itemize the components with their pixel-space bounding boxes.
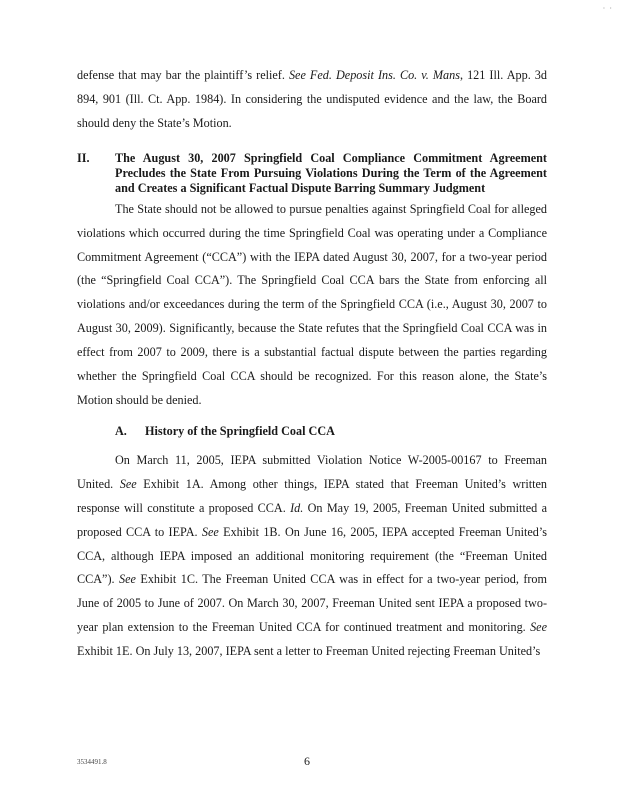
signal-see-2: See [201, 524, 219, 539]
subsection-letter: A. [115, 423, 127, 438]
corner-mark: · · [602, 4, 613, 13]
section-heading [77, 151, 547, 196]
section-number: II. [77, 150, 90, 165]
history-text-4: Exhibit 1B. On June 16, 2005, IEPA accepted Freeman United’s CCA, although IEPA imposed an additional monitoring requirement (the “Freeman United CCA”). [77, 524, 547, 587]
signal-see-1: See [119, 476, 137, 491]
continuation-text-1: defense that may bar the plaintiff’s relief. [77, 68, 289, 82]
history-text-5: Exhibit 1C. The Freeman United CCA was in effect for a two-year period, from June of 2005 to June of 2007. On March 30, 2007, Freeman United sent IEPA a proposed two-year plan extension to the Freeman United CCA for continued treatment and monitoring. [77, 572, 548, 635]
subsection-title: History of the Springfield Coal CCA [145, 423, 335, 438]
signal-see-3: See [119, 572, 136, 587]
continuation-text-2: , 121 Ill. App. 3d 894, 901 (Ill. Ct. App. 1984). In considering the undisputed evidence and the law, the Board should deny the State’s Motion. [77, 68, 547, 130]
signal-see-4: See [530, 620, 547, 635]
footer-page-number: 6 [304, 754, 310, 768]
footer-document-id: 3534491.8 [77, 758, 107, 766]
history-text-3: On May 19, 2005, Freeman United submitted a proposed CCA to IEPA. [77, 500, 548, 539]
history-text-1: On March 11, 2005, IEPA submitted Violation Notice W-2005-00167 to Freeman United. [77, 452, 547, 491]
history-text-6: Exhibit 1E. On July 13, 2007, IEPA sent a letter to Freeman United rejecting Freeman United’s [77, 644, 541, 659]
history-paragraph [77, 449, 547, 664]
document-page [77, 64, 547, 664]
history-text-2: Exhibit 1A. Among other things, IEPA stated that Freeman United’s written response will constitute a proposed CCA. [77, 476, 548, 515]
continuation-paragraph [77, 64, 547, 136]
subsection-heading [115, 419, 547, 443]
signal-id: Id. [290, 500, 304, 515]
section-paragraph: The State should not be allowed to pursue penalties against Springfield Coal for alleged violations which occurred during the time Springfield Coal was operating under a Compliance Commitment Agreement (“CCA”) with the IEPA dated August 30, 2007, for a two-year period (the “Springfield Coal CCA”). The Springfield Coal CCA bars the State from enforcing all violations and/or exceedances during the term of the Springfield CCA (i.e., August 30, 2007 to August 30, 2009). Significantly, because the State refutes that the Springfield Coal CCA was in effect from 2007 to 2009, there is a substantial factual dispute between the parties regarding whether the Springfield Coal CCA should be recognized. For this reason alone, the State’s Motion should be denied. [77, 201, 547, 407]
section-title: The August 30, 2007 Springfield Coal Compliance Commitment Agreement Precludes the State From Pursuing Violations During the Term of the Agreement and Creates a Significant Factual Dispute Barring Summary Judgment [115, 150, 547, 195]
case-citation: See Fed. Deposit Ins. Co. v. Mans [288, 68, 460, 82]
